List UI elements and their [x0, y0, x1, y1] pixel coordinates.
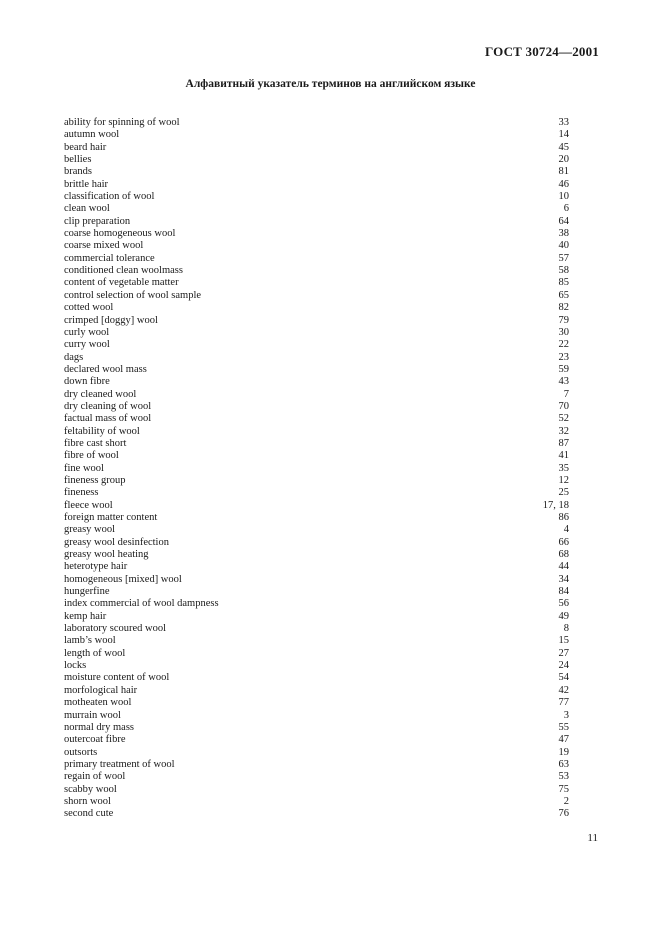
entry-term: content of vegetable matter	[64, 277, 179, 289]
entry-term: fleece wool	[64, 499, 113, 511]
entry-term: bellies	[64, 154, 92, 166]
index-entry	[64, 685, 569, 697]
entry-number: 15	[558, 635, 569, 647]
entry-number: 7	[563, 388, 569, 400]
entry-term: motheaten wool	[64, 697, 132, 709]
entry-term: greasy wool desinfection	[64, 536, 169, 548]
index-entry	[64, 475, 569, 487]
index-entry	[64, 129, 569, 141]
entry-term: conditioned clean woolmass	[64, 265, 183, 277]
entry-number: 25	[558, 487, 569, 499]
index-entry	[64, 537, 569, 549]
entry-number: 52	[558, 413, 569, 425]
entry-number: 24	[558, 660, 569, 672]
index-entry	[64, 450, 569, 462]
entry-number: 17, 18	[542, 499, 569, 511]
entry-number: 10	[558, 191, 569, 203]
entry-term: factual mass of wool	[64, 413, 152, 425]
index-entry	[64, 364, 569, 376]
entry-term: primary treatment of wool	[64, 758, 175, 770]
entry-number: 86	[558, 512, 569, 523]
entry-number: 63	[558, 758, 569, 770]
entry-number: 3	[563, 709, 569, 721]
index-entry	[64, 784, 569, 796]
index-entry	[64, 327, 569, 339]
index-entry	[64, 747, 569, 759]
index-entry	[64, 154, 569, 166]
entry-number: 14	[558, 129, 569, 141]
entry-number: 2	[563, 795, 569, 807]
entry-term: regain of wool	[64, 771, 126, 783]
entry-term: brands	[64, 166, 92, 178]
page-title: Алфавитный указатель терминов на английском языке	[185, 78, 476, 90]
index-entry	[64, 808, 569, 820]
index-entry	[64, 574, 569, 586]
entry-term: feltability of wool	[64, 425, 140, 437]
entry-number: 34	[558, 573, 569, 585]
entry-number: 8	[563, 623, 569, 635]
entry-term: normal dry mass	[64, 721, 134, 733]
index-entry	[64, 253, 569, 265]
entry-term: down fibre	[64, 376, 110, 388]
index-entry	[64, 734, 569, 746]
entry-term: morfological hair	[64, 684, 138, 696]
entry-term: fibre cast short	[64, 437, 127, 449]
index-entry	[64, 512, 569, 524]
entry-number: 40	[558, 240, 569, 252]
entry-number: 87	[558, 437, 569, 449]
entry-number: 22	[558, 339, 569, 351]
index-entry	[64, 796, 569, 808]
entry-number: 23	[558, 351, 569, 363]
index-entry	[64, 117, 569, 129]
index-entry	[64, 438, 569, 450]
entry-term: second cute	[64, 808, 114, 820]
entry-number: 33	[558, 117, 569, 128]
entry-term: fibre of wool	[64, 450, 119, 462]
entry-number: 76	[558, 808, 569, 820]
entry-number: 65	[558, 289, 569, 301]
entry-term: homogeneous [mixed] wool	[64, 573, 182, 585]
entry-term: moisture content of wool	[64, 672, 170, 684]
entry-term: length of wool	[64, 647, 126, 659]
index-entry	[64, 500, 569, 512]
entry-term: scabby wool	[64, 783, 117, 795]
entry-term: curry wool	[64, 339, 110, 351]
index-entry	[64, 598, 569, 610]
entry-number: 42	[558, 684, 569, 696]
entry-term: clean wool	[64, 203, 110, 215]
entry-number: 4	[563, 524, 569, 536]
entry-term: index commercial of wool dampness	[64, 598, 219, 610]
index-entry	[64, 697, 569, 709]
entry-number: 38	[558, 228, 569, 240]
index-entry	[64, 179, 569, 191]
entry-term: dags	[64, 351, 84, 363]
index-entry	[64, 463, 569, 475]
entry-term: cotted wool	[64, 302, 114, 314]
entry-number: 35	[558, 462, 569, 474]
index-entry	[64, 561, 569, 573]
entry-term: curly wool	[64, 326, 110, 338]
entry-number: 20	[558, 154, 569, 166]
entry-term: coarse homogeneous wool	[64, 228, 176, 240]
entry-term: control selection of wool sample	[64, 289, 202, 301]
entry-term: brittle hair	[64, 178, 109, 190]
entry-term: hungerfine	[64, 586, 110, 598]
document-code: ГОСТ 30724—2001	[484, 44, 599, 59]
entry-number: 54	[558, 672, 569, 684]
entry-number: 47	[558, 734, 569, 746]
entry-number: 53	[558, 771, 569, 783]
entry-term: coarse mixed wool	[64, 240, 144, 252]
page-number: 11	[587, 832, 598, 844]
entry-term: lamb’s wool	[64, 635, 116, 647]
entry-term: locks	[64, 660, 87, 672]
entry-number: 12	[558, 474, 569, 486]
entry-number: 49	[558, 610, 569, 622]
entry-number: 19	[558, 746, 569, 758]
entry-term: heterotype hair	[64, 561, 128, 573]
entry-number: 43	[558, 376, 569, 388]
index-entry	[64, 487, 569, 499]
index-entry	[64, 191, 569, 203]
index-entry	[64, 376, 569, 388]
entry-number: 44	[558, 561, 569, 573]
index-entry	[64, 315, 569, 327]
entry-number: 58	[558, 265, 569, 277]
entry-number: 41	[558, 450, 569, 462]
entry-number: 66	[558, 536, 569, 548]
entry-number: 77	[558, 697, 569, 709]
index-entry	[64, 265, 569, 277]
entry-term: foreign matter content	[64, 512, 158, 523]
entry-term: clip preparation	[64, 215, 131, 227]
entry-number: 84	[558, 586, 569, 598]
entry-term: classification of wool	[64, 191, 155, 203]
entry-term: fineness	[64, 487, 99, 499]
entry-number: 55	[558, 721, 569, 733]
entry-term: outercoat fibre	[64, 734, 126, 746]
index-entry	[64, 290, 569, 302]
index-entry	[64, 586, 569, 598]
index-entry	[64, 611, 569, 623]
entry-number: 32	[558, 425, 569, 437]
index-entry	[64, 228, 569, 240]
index-entry	[64, 710, 569, 722]
index-entry	[64, 635, 569, 647]
entry-term: fine wool	[64, 462, 104, 474]
entry-number: 64	[558, 215, 569, 227]
entry-number: 6	[563, 203, 569, 215]
entry-number: 46	[558, 178, 569, 190]
index-entry	[64, 277, 569, 289]
index-entry	[64, 389, 569, 401]
index-entry	[64, 352, 569, 364]
entry-term: ability for spinning of wool	[64, 117, 180, 128]
entry-number: 27	[558, 647, 569, 659]
index-entry	[64, 524, 569, 536]
entry-number: 81	[558, 166, 569, 178]
entry-term: dry cleaning of wool	[64, 400, 152, 412]
entry-term: autumn wool	[64, 129, 120, 141]
entry-number: 68	[558, 549, 569, 561]
entry-term: beard hair	[64, 141, 107, 153]
entry-number: 56	[558, 598, 569, 610]
entry-number: 79	[558, 314, 569, 326]
index-entry	[64, 648, 569, 660]
index-entry	[64, 142, 569, 154]
entry-term: kemp hair	[64, 610, 107, 622]
entry-term: greasy wool	[64, 524, 116, 536]
entry-number: 82	[558, 302, 569, 314]
entry-number: 45	[558, 141, 569, 153]
index-entry	[64, 759, 569, 771]
entry-term: crimped [doggy] wool	[64, 314, 158, 326]
index-entry	[64, 413, 569, 425]
index-entry	[64, 722, 569, 734]
entry-term: declared wool mass	[64, 363, 147, 375]
entry-number: 85	[558, 277, 569, 289]
index-entry	[64, 426, 569, 438]
entry-term: murrain wool	[64, 709, 121, 721]
index-entry	[64, 401, 569, 413]
index-entry	[64, 302, 569, 314]
index-entry	[64, 216, 569, 228]
index-entry	[64, 549, 569, 561]
entry-number: 57	[558, 252, 569, 264]
entry-term: shorn wool	[64, 795, 111, 807]
index-entry	[64, 240, 569, 252]
entry-number: 70	[558, 400, 569, 412]
index-entry	[64, 771, 569, 783]
entry-number: 59	[558, 363, 569, 375]
entry-term: commercial tolerance	[64, 252, 155, 264]
entry-term: outsorts	[64, 746, 98, 758]
entry-number: 30	[558, 326, 569, 338]
index-entry	[64, 623, 569, 635]
term-index-list	[64, 117, 569, 821]
entry-term: fineness group	[64, 474, 126, 486]
index-entry	[64, 166, 569, 178]
entry-term: dry cleaned wool	[64, 388, 137, 400]
entry-term: laboratory scoured wool	[64, 623, 167, 635]
entry-number: 75	[558, 783, 569, 795]
index-entry	[64, 660, 569, 672]
index-entry	[64, 203, 569, 215]
index-entry	[64, 672, 569, 684]
index-entry	[64, 339, 569, 351]
entry-term: greasy wool heating	[64, 549, 149, 561]
